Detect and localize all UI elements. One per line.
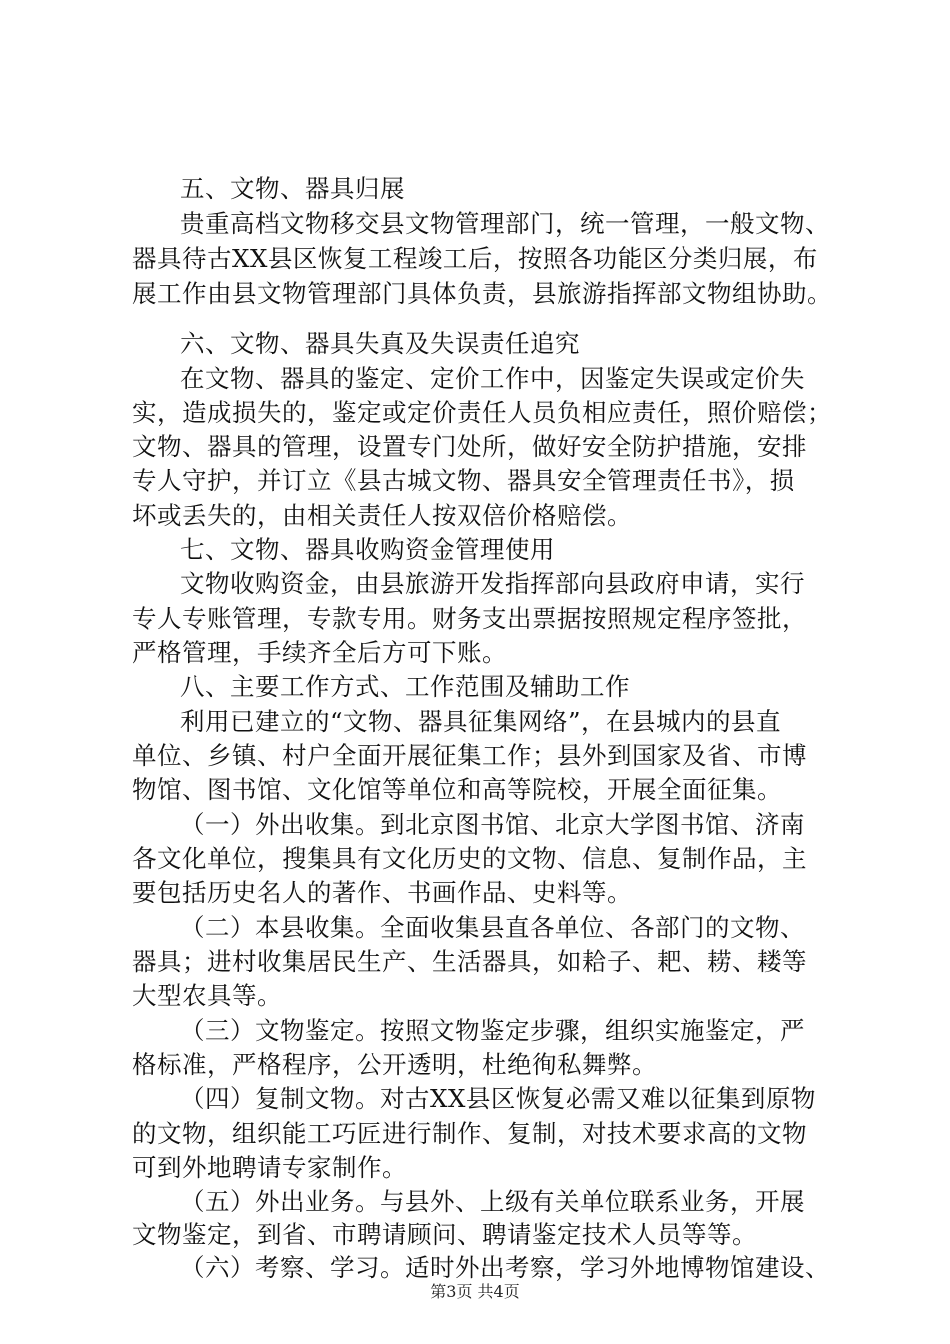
list-item-5: （五）外出业务。与县外、上级有关单位联系业务，开展 <box>180 1187 805 1216</box>
section-heading-5: 五、文物、器具归展 <box>180 174 405 203</box>
section-heading-6: 六、文物、器具失真及失误责任追究 <box>180 329 580 358</box>
list-item-4: （四）复制文物。对古XX县区恢复必需又难以征集到原物 <box>180 1084 816 1113</box>
paragraph-line: 可到外地聘请专家制作。 <box>132 1153 407 1182</box>
paragraph-line: 的文物，组织能工巧匠进行制作、复制，对技术要求高的文物 <box>132 1119 807 1148</box>
list-item-6: （六）考察、学习。适时外出考察，学习外地博物馆建设、 <box>180 1253 830 1282</box>
section-heading-8: 八、主要工作方式、工作范围及辅助工作 <box>180 672 630 701</box>
paragraph-line: 要包括历史名人的著作、书画作品、史料等。 <box>132 878 632 907</box>
paragraph-line: 专人专账管理，专款专用。财务支出票据按照规定程序签批， <box>132 604 807 633</box>
paragraph-line: 贵重高档文物移交县文物管理部门，统一管理，一般文物、 <box>180 209 830 238</box>
paragraph-line: 专人守护，并订立《县古城文物、器具安全管理责任书》，损 <box>132 466 795 495</box>
list-item-2: （二）本县收集。全面收集县直各单位、各部门的文物、 <box>180 913 805 942</box>
paragraph-line: 坏或丢失的，由相关责任人按双倍价格赔偿。 <box>132 501 632 530</box>
paragraph-line: 格标准，严格程序，公开透明，杜绝徇私舞弊。 <box>132 1050 657 1079</box>
paragraph-line: 文物鉴定，到省、市聘请顾问、聘请鉴定技术人员等等。 <box>132 1220 757 1249</box>
paragraph-line: 各文化单位，搜集具有文化历史的文物、信息、复制作品，主 <box>132 844 807 873</box>
paragraph-line: 文物收购资金，由县旅游开发指挥部向县政府申请，实行 <box>180 569 805 598</box>
paragraph-line: 展工作由县文物管理部门具体负责，县旅游指挥部文物组协助。 <box>132 279 832 308</box>
paragraph-line: 利用已建立的“文物、器具征集网络”，在县城内的县直 <box>180 707 782 736</box>
paragraph-line: 在文物、器具的鉴定、定价工作中，因鉴定失误或定价失 <box>180 364 805 393</box>
paragraph-line: 器具待古XX县区恢复工程竣工后，按照各功能区分类归展，布 <box>132 244 818 273</box>
paragraph-line: 严格管理，手续齐全后方可下账。 <box>132 638 507 667</box>
page-footer: 第3页 共4页 <box>430 1282 520 1301</box>
paragraph-line: 文物、器具的管理，设置专门处所，做好安全防护措施，安排 <box>132 432 807 461</box>
paragraph-line: 物馆、图书馆、文化馆等单位和高等院校，开展全面征集。 <box>132 775 782 804</box>
list-item-1: （一）外出收集。到北京图书馆、北京大学图书馆、济南 <box>180 810 805 839</box>
paragraph-line: 器具；进村收集居民生产、生活器具，如耠子、耙、耢、耧等 <box>132 947 807 976</box>
list-item-3: （三）文物鉴定。按照文物鉴定步骤，组织实施鉴定，严 <box>180 1016 805 1045</box>
paragraph-line: 实，造成损失的，鉴定或定价责任人员负相应责任，照价赔偿； <box>132 398 832 427</box>
paragraph-line: 单位、乡镇、村户全面开展征集工作；县外到国家及省、市博 <box>132 741 807 770</box>
section-heading-7: 七、文物、器具收购资金管理使用 <box>180 535 555 564</box>
paragraph-line: 大型农具等。 <box>132 981 282 1010</box>
